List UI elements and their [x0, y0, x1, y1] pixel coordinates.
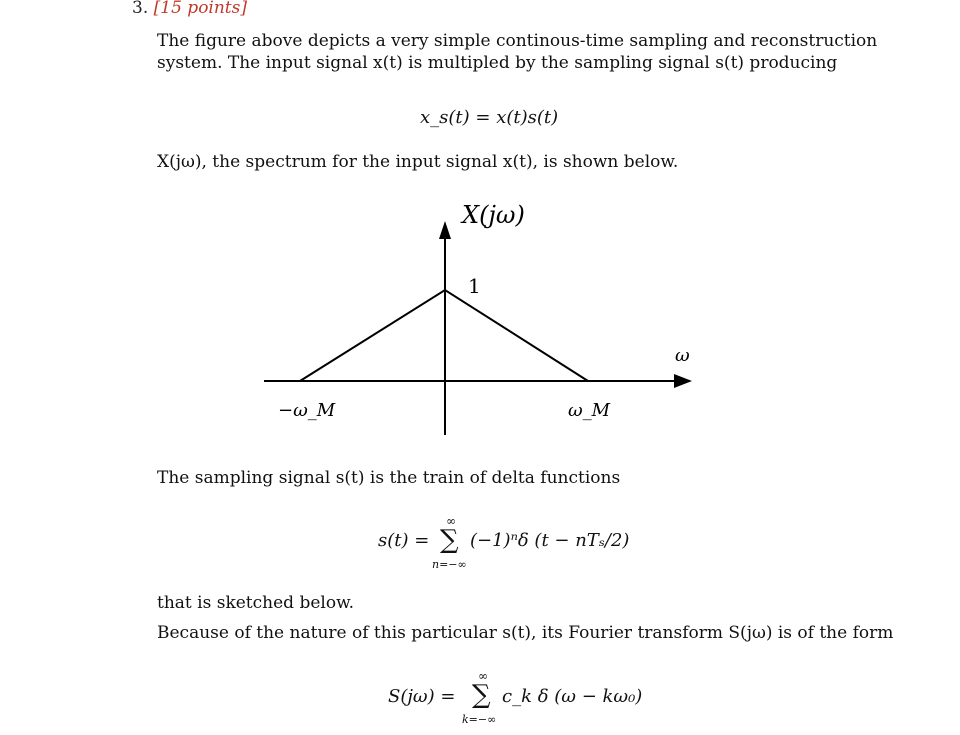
equation-S-sigma: ∑ — [472, 680, 491, 710]
equation-s-sigma: ∑ — [440, 525, 459, 555]
equation-S-lower-limit: k=−∞ — [462, 713, 497, 726]
vertical-axis-arrow — [439, 221, 451, 239]
figure-title: X(jω) — [462, 201, 525, 229]
omega-axis-label: ω — [675, 345, 690, 366]
equation-S-upper-limit: ∞ — [478, 669, 488, 683]
spectrum-figure — [250, 195, 710, 445]
right-tick-label: ω_M — [568, 400, 611, 421]
problem-header — [132, 0, 247, 19]
sampling-text: The sampling signal s(t) is the train of delta functions — [157, 468, 621, 488]
spectrum-caption: X(jω), the spectrum for the input signal x(t), is shown below. — [157, 152, 679, 172]
equation-S-lhs: S(jω) = — [388, 686, 456, 707]
intro-line-1: The figure above depicts a very simple continous-time sampling and reconstruction — [157, 31, 878, 51]
equation-s-upper-limit: ∞ — [446, 514, 456, 528]
equation-S-body: c_k δ (ω − kω₀) — [502, 686, 643, 707]
problem-number: 3. — [132, 0, 149, 18]
left-tick-label: −ω_M — [278, 400, 336, 421]
sketch-text: that is sketched below. — [157, 593, 355, 613]
equation-s-body: (−1)ⁿδ (t − nTₛ/2) — [470, 530, 630, 551]
equation-s-lower-limit: n=−∞ — [432, 558, 467, 571]
problem-points: [15 points] — [153, 0, 247, 18]
peak-label: 1 — [468, 274, 481, 298]
equation-s-lhs: s(t) = — [378, 530, 430, 551]
equation-xs: x_s(t) = x(t)s(t) — [420, 107, 559, 128]
horizontal-axis-arrow — [674, 374, 692, 388]
fourier-text: Because of the nature of this particular s(t), its Fourier transform S(jω) is of the form — [157, 623, 894, 643]
intro-line-2: system. The input signal x(t) is multipled by the sampling signal s(t) producing — [157, 53, 838, 73]
